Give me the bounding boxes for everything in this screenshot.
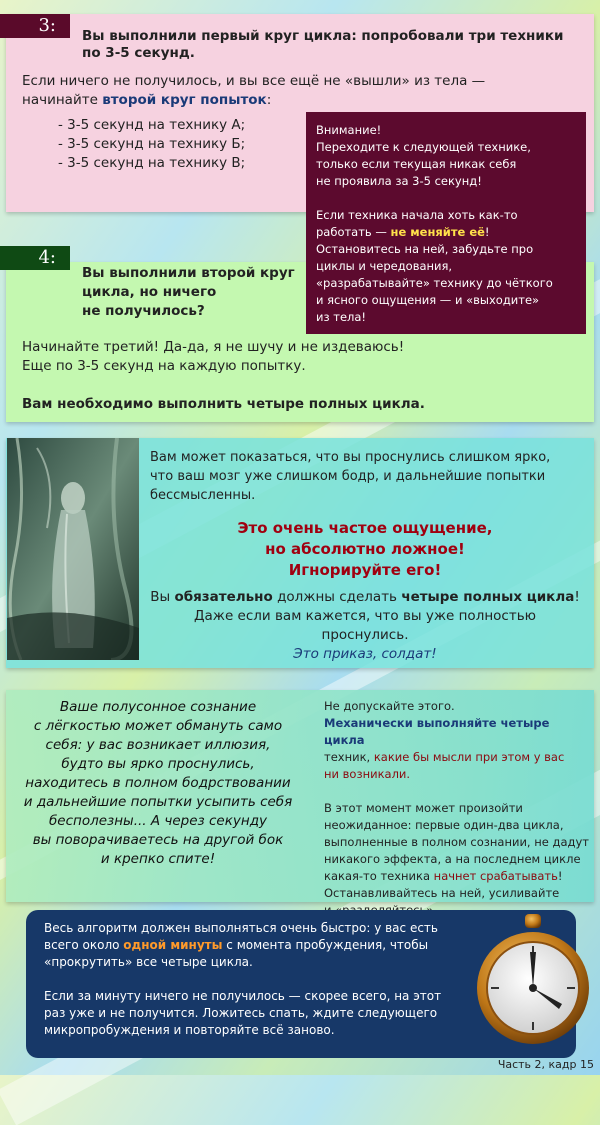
must-line: Даже если вам кажется, что вы уже полностью (193, 608, 537, 624)
section-4-heading (82, 264, 295, 321)
final-text: всего около (44, 938, 124, 952)
right-text: техник, (324, 750, 374, 764)
intro-line: Вам может показаться, что вы проснулись слишком ярко, (150, 450, 551, 465)
warning-emphasis: не меняйте её (390, 225, 485, 239)
warning-line: и ясного ощущения — и «выходите» (316, 293, 540, 307)
step-3-badge: 3: (0, 14, 70, 38)
warning-box (306, 112, 586, 334)
step-4-badge: 4: (0, 246, 70, 270)
section-5-must (145, 588, 585, 664)
heading-line: цикла, но ничего (82, 284, 217, 300)
body-line: Начинайте третий! Да-да, я не шучу и не издеваюсь! (22, 339, 405, 355)
warning-line: Переходите к следующей технике, (316, 140, 531, 154)
intro-line: бессмысленны. (150, 488, 256, 503)
heading-line: не получилось? (82, 303, 205, 319)
warning-text: работать — (316, 225, 391, 239)
left-line: будто вы ярко проснулись, (61, 756, 255, 772)
final-emphasis: одной минуты (123, 938, 223, 952)
right-line: Не допускайте этого. (324, 699, 455, 713)
warning-line (316, 224, 576, 241)
right-line: Останавливайтесь на ней, усиливайте (324, 886, 560, 900)
warning-line: «разрабатывайте» технику до чёткого (316, 276, 553, 290)
warning-line: циклы и чередования, (316, 259, 453, 273)
left-line: себя: у вас возникает иллюзия, (45, 737, 271, 753)
intro-colon: : (266, 92, 272, 108)
left-line: Ваше полусонное сознание (59, 699, 257, 715)
technique-list (58, 116, 245, 173)
section-6-right (324, 698, 590, 919)
forest-woman-illustration (7, 438, 139, 660)
warning-line: только если текущая никак себя (316, 157, 517, 171)
left-line: находитесь в полном бодрствовании (25, 775, 291, 791)
must-text: ! (574, 589, 580, 605)
section-5-warning (150, 518, 580, 581)
must-emphasis: обязательно (174, 589, 273, 605)
right-line: ни возникали. (324, 767, 411, 781)
section-6-left (10, 698, 306, 869)
stopwatch-icon (470, 912, 596, 1046)
right-emphasis: какие бы мысли при этом у вас (373, 750, 565, 764)
warning-text: ! (484, 225, 490, 239)
section-3-heading: Вы выполнили первый круг цикла: попробовали три техники по 3-5 секунд. (82, 28, 564, 61)
left-line: и дальнейшие попытки усыпить себя (23, 794, 293, 810)
heading-line: Вы выполнили второй круг (82, 265, 295, 281)
warning-line: Внимание! (316, 123, 382, 137)
left-line: с лёгкостью может обмануть само (33, 718, 283, 734)
list-item: - 3-5 секунд на технику А; (58, 117, 246, 133)
right-text: какая-то техника (324, 869, 434, 883)
warning-line: Остановитесь на ней, забудьте про (316, 242, 534, 256)
warning-line: из тела! (316, 310, 367, 324)
warning-line: но абсолютно ложное! (265, 540, 465, 558)
section-3-intro (22, 72, 522, 110)
right-line: никакого эффекта, а на последнем цикле (324, 852, 581, 866)
right-line: неожиданное: первые один-два цикла, (324, 818, 564, 832)
list-item: - 3-5 секунд на технику В; (58, 155, 246, 171)
right-line: выполненные в полном сознании, не дадут (324, 835, 589, 849)
must-text: должны сделать (272, 589, 402, 605)
list-item: - 3-5 секунд на технику Б; (58, 136, 246, 152)
frame-caption: Часть 2, кадр 15 (497, 1058, 594, 1071)
warning-line: Это очень частое ощущение, (237, 519, 493, 537)
right-line: В этот момент может произойти (324, 801, 523, 815)
warning-line: Игнорируйте его! (288, 561, 442, 579)
final-line: Весь алгоритм должен выполняться очень быстро: у вас есть (44, 921, 438, 935)
order-text: Это приказ, солдат! (293, 646, 437, 662)
must-text: Вы (150, 589, 175, 605)
warning-line: не проявила за 3-5 секунд! (316, 174, 482, 188)
final-line: микропробуждения и повторяйте всё заново. (44, 1023, 335, 1037)
section-5-intro (150, 448, 550, 505)
intro-line: что ваш мозг уже слишком бодр, и дальнейшие попытки (150, 469, 546, 484)
final-line: раз уже и не получится. Ложитесь спать, ждите следующего (44, 1006, 438, 1020)
right-line: Механически выполняйте четыре цикла (324, 716, 550, 747)
final-line: «прокрутить» все четыре цикла. (44, 955, 253, 969)
intro-text: Если ничего не получилось, и вы все ещё не «вышли» из тела — начинайте (22, 73, 486, 108)
left-line: и крепко спите! (100, 851, 216, 867)
must-emphasis: четыре полных цикла (401, 589, 575, 605)
must-line: проснулись. (321, 627, 409, 643)
warning-line: Если техника начала хоть как-то (316, 208, 518, 222)
final-text: с момента пробуждения, чтобы (222, 938, 429, 952)
final-line: Если за минуту ничего не получилось — скорее всего, на этот (44, 989, 442, 1003)
right-emphasis: начнет срабатывать (433, 869, 558, 883)
left-line: вы поворачиваетесь на другой бок (32, 832, 284, 848)
right-text: ! (557, 869, 563, 883)
body-line: Еще по 3-5 секунд на каждую попытку. (22, 358, 306, 374)
section-4-body (22, 338, 404, 376)
left-line: бесполезны... А через секунду (48, 813, 268, 829)
section-4-conclusion: Вам необходимо выполнить четыре полных цикла. (22, 396, 425, 412)
intro-emphasis: второй круг попыток (102, 92, 267, 108)
